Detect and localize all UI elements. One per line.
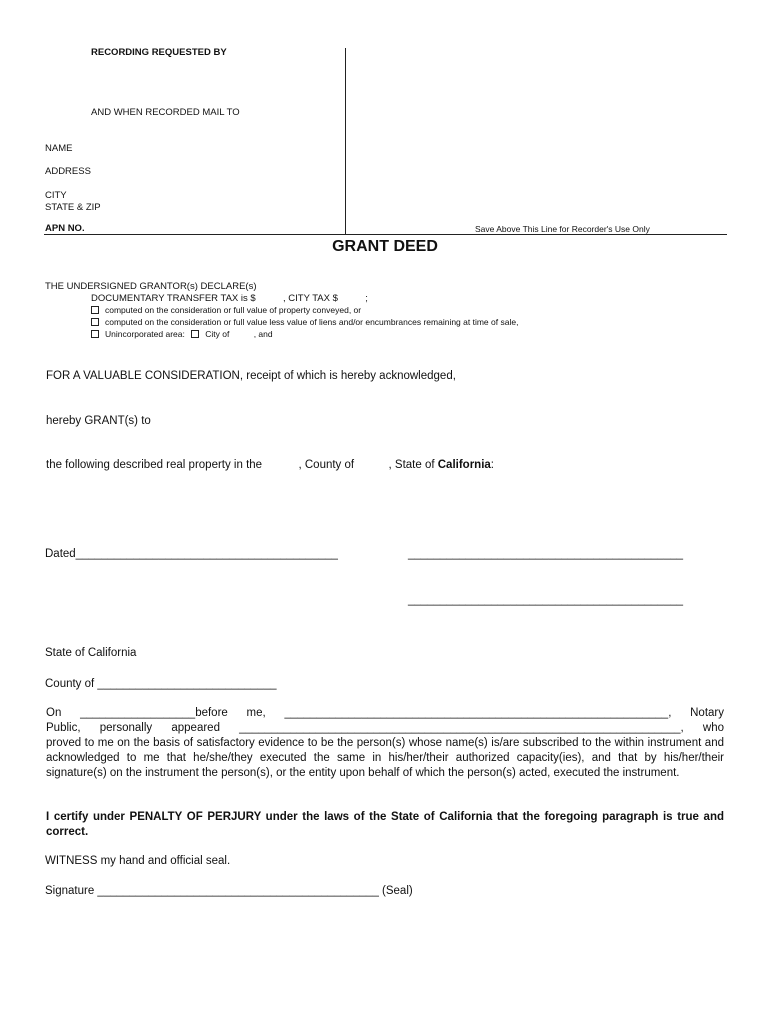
grantor-signature-line-2: ___________________________________________ [408,594,684,606]
consideration-text: FOR A VALUABLE CONSIDERATION, receipt of which is hereby acknowledged, [46,370,456,382]
notary-paragraph: proved to me on the basis of satisfactory evidence to be the person(s) whose name(s) is/are subscribed to the within instrument and acknowledged to me that he/she/they executed the same in his/her/their authorized capacity(ies), and that by his/her/their signature(s) on the instrument the person(s), or the entity upon behalf of which the person(s) acted, executed the instrument. [46,737,724,779]
grantor-declare: THE UNDERSIGNED GRANTOR(s) DECLARE(s) [45,281,257,292]
document-title: GRANT DEED [332,238,438,255]
checkbox-unincorporated[interactable] [91,330,99,338]
witness-text: WITNESS my hand and official seal. [45,855,231,867]
doc-transfer-tax-label: DOCUMENTARY TRANSFER TAX is $ [91,293,256,304]
and-label: , and [253,329,273,339]
checkbox-option-2[interactable] [91,318,99,326]
checkbox-city[interactable] [191,330,199,338]
tax-option-1 [91,305,361,315]
city-label: CITY [45,190,67,201]
property-description-line [46,459,494,471]
property-prefix: the following described real property in the [46,459,263,471]
recording-requested-by: RECORDING REQUESTED BY [91,47,227,58]
state-name: California [437,459,491,471]
notary-on-line: On __________________before me, ____________________________________________________________, Notary [46,707,724,719]
notary-public-line: Public, personally appeared _____________________________________________________________________, who [46,722,724,734]
name-label: NAME [45,143,73,154]
notary-signature-line: Signature ____________________________________________ (Seal) [45,885,413,897]
unincorporated-label: Unincorporated area: [105,329,185,339]
notary-county: County of ____________________________ [45,678,277,690]
county-of-label: , County of [298,459,355,471]
when-recorded-mail-to: AND WHEN RECORDED MAIL TO [91,107,240,118]
address-label: ADDRESS [45,166,91,177]
checkbox-option-1[interactable] [91,306,99,314]
tax-option-2 [91,317,518,327]
recorder-use-note: Save Above This Line for Recorder's Use Only [475,224,650,234]
notary-state: State of California [45,647,137,659]
city-tax-label: , CITY TAX $ [282,293,338,304]
dated-line: Dated_________________________________________ [45,548,338,560]
city-of-label: City of [205,329,230,339]
vertical-divider [345,48,346,234]
state-zip-label: STATE & ZIP [45,202,101,213]
apn-label: APN NO. [45,223,85,234]
city-tax-end: ; [365,293,368,304]
tax-option-2-label: computed on the consideration or full value less value of liens and/or encumbrances remaining at time of sale, [105,317,519,327]
grant-to-text: hereby GRANT(s) to [46,415,151,427]
penalty-of-perjury: I certify under PENALTY OF PERJURY under the laws of the State of California that the foregoing paragraph is true and correct. [46,811,724,838]
doc-transfer-tax-line [91,293,368,304]
tax-option-3 [91,329,273,339]
state-of-label: , State of [388,459,435,471]
tax-option-1-label: computed on the consideration or full value of property conveyed, or [105,305,362,315]
property-colon: : [490,459,494,471]
recorder-line [44,234,727,235]
grantor-signature-line-1: ___________________________________________ [408,548,684,560]
